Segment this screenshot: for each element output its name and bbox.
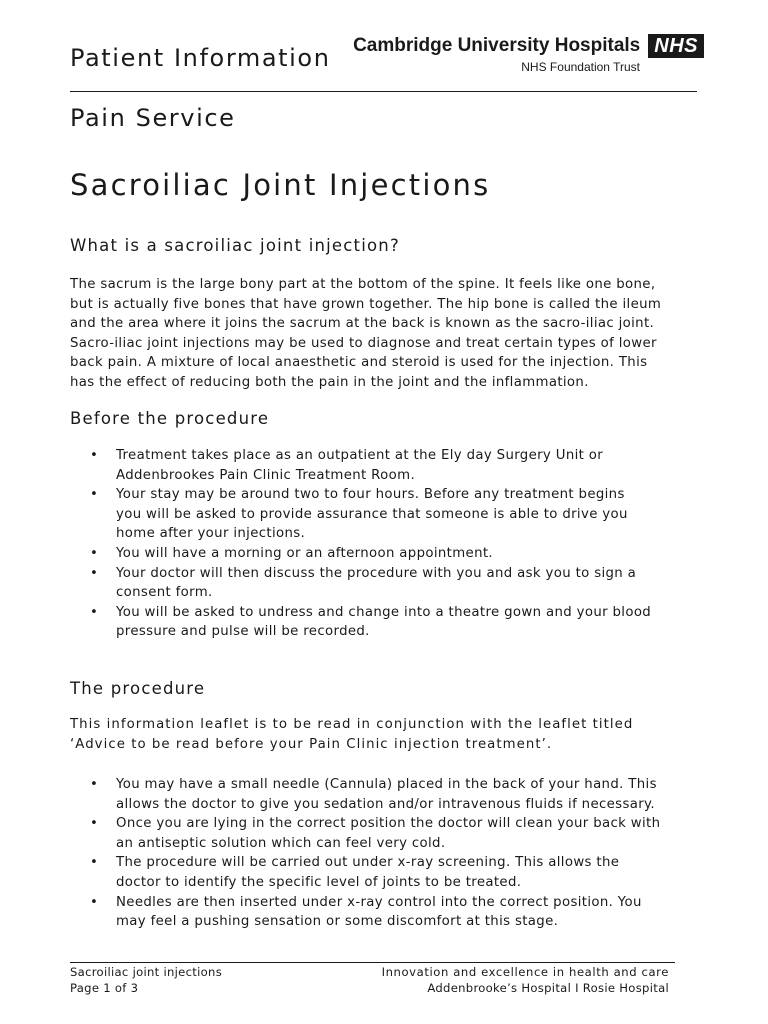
- bullet-icon: •: [90, 565, 99, 581]
- org-branding: [353, 34, 704, 74]
- section-what-body: [70, 275, 676, 393]
- paragraph-line: Sacro-iliac joint injections may be used to diagnose and treat certain types of lower: [70, 335, 657, 351]
- list-item: [70, 485, 676, 544]
- list-item-line: You will have a morning or an afternoon appointment.: [116, 545, 494, 561]
- list-item-line: Addenbrookes Pain Clinic Treatment Room.: [116, 467, 416, 483]
- document-title: Sacroiliac Joint Injections: [70, 168, 491, 202]
- paragraph-line: The sacrum is the large bony part at the bottom of the spine. It feels like one bone,: [70, 277, 656, 292]
- bullet-list: [70, 775, 676, 932]
- section-procedure: [70, 679, 676, 698]
- bullet-icon: •: [90, 448, 99, 463]
- footer-divider: [70, 962, 675, 963]
- section-before-list: [70, 446, 676, 642]
- bullet-icon: •: [90, 604, 99, 620]
- list-item-line: an antiseptic solution which can feel very cold.: [116, 835, 446, 851]
- paragraph: [70, 715, 676, 754]
- service-name: Pain Service: [70, 104, 236, 132]
- list-item-line: Needles are then inserted under x-ray control into the correct position. You: [116, 894, 642, 910]
- list-item: [70, 564, 676, 603]
- list-item: [70, 544, 676, 564]
- paragraph-line: ‘Advice to be read before your Pain Clinic injection treatment’.: [70, 736, 553, 752]
- footer-doc-name: Sacroiliac joint injections: [70, 965, 223, 979]
- org-subtitle: NHS Foundation Trust: [521, 60, 640, 74]
- patient-information-label: Patient Information: [70, 44, 331, 72]
- list-item: [70, 893, 676, 932]
- paragraph: [70, 275, 676, 393]
- org-name: Cambridge University Hospitals: [353, 35, 641, 56]
- section-before: [70, 409, 676, 428]
- list-item-line: Your stay may be around two to four hours. Before any treatment begins: [116, 487, 625, 503]
- bullet-icon: •: [90, 816, 99, 832]
- bullet-icon: •: [90, 777, 99, 792]
- footer-right: [382, 965, 669, 996]
- nhs-logo-icon: NHS: [648, 34, 704, 58]
- list-item-line: You may have a small needle (Cannula) placed in the back of your hand. This: [116, 777, 657, 792]
- paragraph-line: and the area where it joins the sacrum at the back is known as the sacro-iliac joint.: [70, 316, 655, 332]
- list-item-line: doctor to identify the specific level of joints to be treated.: [116, 874, 522, 890]
- bullet-icon: •: [90, 855, 99, 871]
- list-item-line: allows the doctor to give you sedation and/or intravenous fluids if necessary.: [116, 796, 655, 812]
- list-item-line: You will be asked to undress and change into a theatre gown and your blood: [116, 604, 652, 620]
- list-item-line: home after your injections.: [116, 526, 306, 542]
- header-divider: [70, 91, 697, 92]
- bullet-icon: •: [90, 545, 99, 561]
- section-procedure-list: [70, 775, 676, 932]
- list-item-line: pressure and pulse will be recorded.: [116, 624, 370, 640]
- section-procedure-intro: [70, 715, 676, 754]
- list-item-line: Your doctor will then discuss the procedure with you and ask you to sign a: [116, 565, 637, 581]
- paragraph-line: but is actually five bones that have grown together. The hip bone is called the ileum: [70, 296, 662, 312]
- footer-left: [70, 965, 222, 996]
- paragraph-line: has the effect of reducing both the pain in the joint and the inflammation.: [70, 374, 589, 390]
- list-item-line: consent form.: [116, 585, 213, 601]
- list-item-line: you will be asked to provide assurance that someone is able to drive you: [116, 506, 628, 522]
- list-item-line: The procedure will be carried out under x-ray screening. This allows the: [116, 855, 620, 871]
- bullet-icon: •: [90, 487, 99, 503]
- list-item: [70, 603, 676, 642]
- paragraph-line: This information leaflet is to be read in conjunction with the leaflet titled: [70, 717, 634, 732]
- paragraph-line: back pain. A mixture of local anaesthetic and steroid is used for the injection. This: [70, 355, 648, 371]
- list-item-line: may feel a pushing sensation or some discomfort at this stage.: [116, 914, 559, 930]
- section-heading: What is a sacroiliac joint injection?: [70, 236, 400, 255]
- bullet-icon: •: [90, 894, 99, 910]
- list-item: [70, 446, 676, 485]
- list-item: [70, 853, 676, 892]
- list-item-line: Treatment takes place as an outpatient at the Ely day Surgery Unit or: [116, 448, 604, 463]
- bullet-list: [70, 446, 676, 642]
- list-item: [70, 814, 676, 853]
- section-what: [70, 236, 676, 255]
- section-heading: Before the procedure: [70, 409, 270, 428]
- footer-hospitals: Addenbrooke’s Hospital I Rosie Hospital: [427, 980, 669, 995]
- footer-page-number: Page 1 of 3: [70, 980, 139, 995]
- section-heading: The procedure: [70, 679, 206, 698]
- list-item-line: Once you are lying in the correct position the doctor will clean your back with: [116, 816, 661, 832]
- list-item: [70, 775, 676, 814]
- footer-tagline: Innovation and excellence in health and care: [381, 965, 669, 979]
